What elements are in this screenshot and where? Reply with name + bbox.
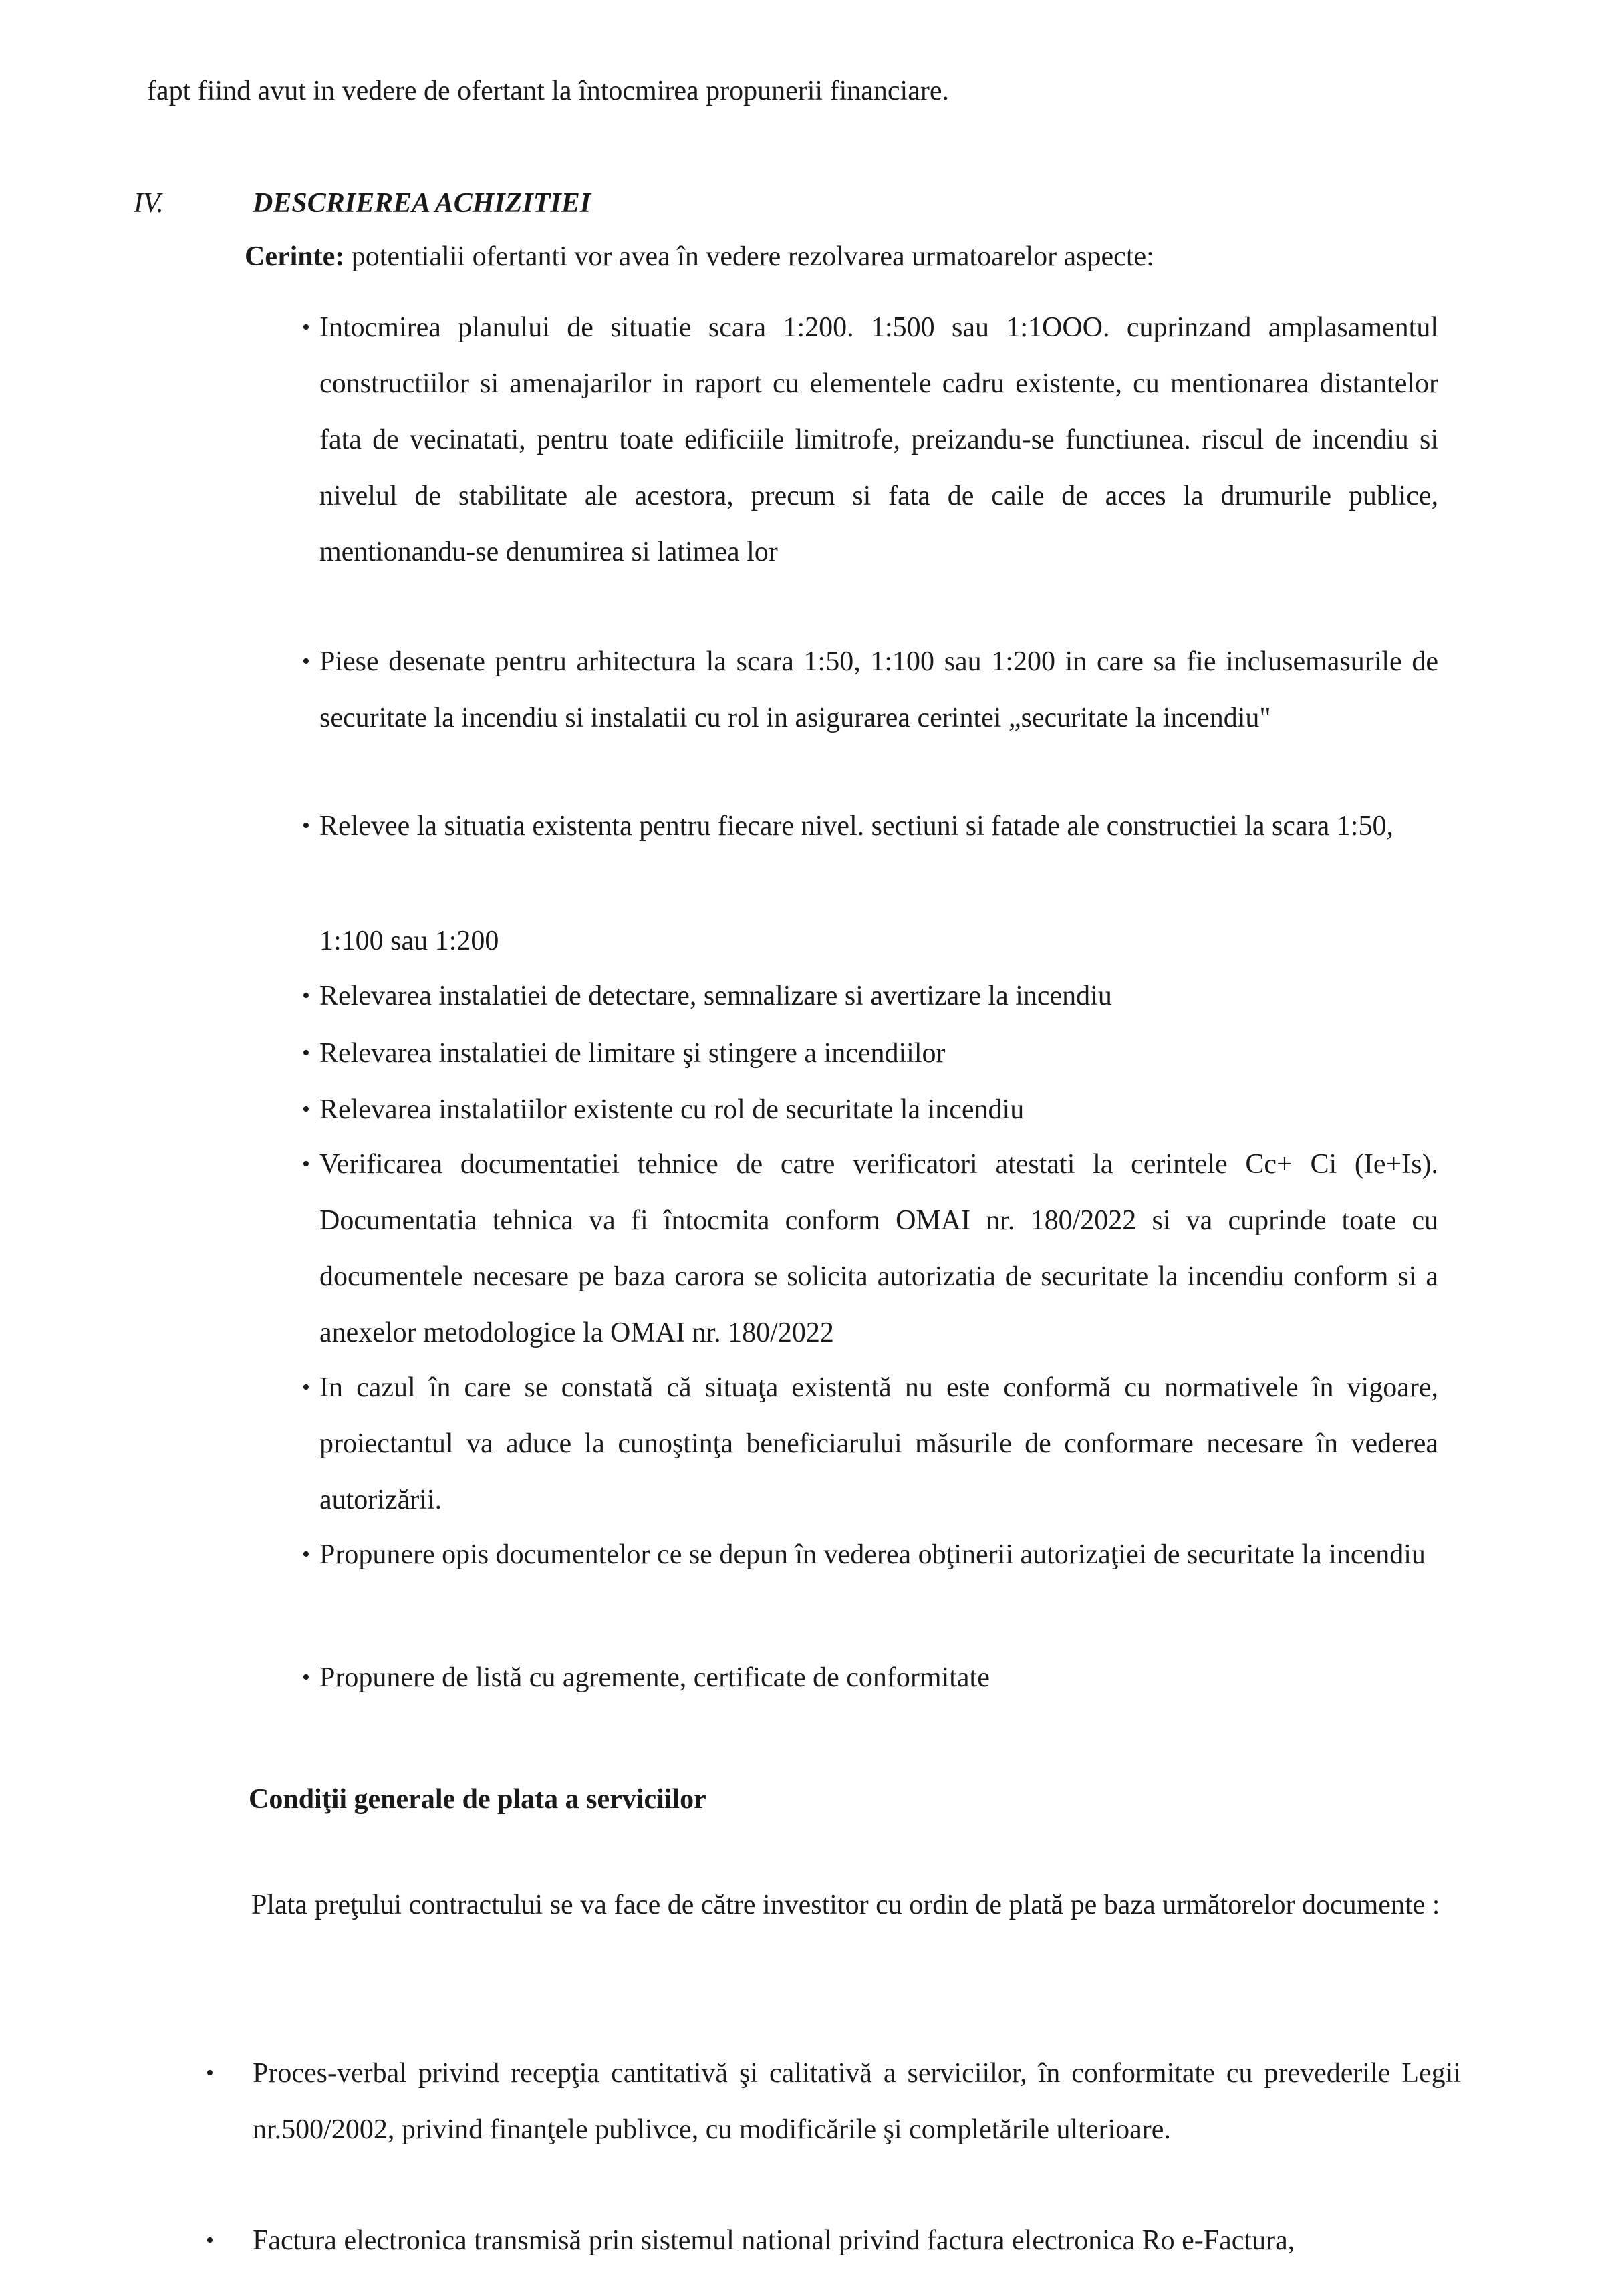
bullet-icon: •	[302, 983, 310, 1008]
requirement-text: Intocmirea planului de situatie scara 1:200. 1:500 sau 1:1OOO. cuprinzand amplasamentul constructiilor si amenajarilor in raport cu elementele cadru existente, cu mentionarea distantelor fata de vecinatati, pentru toate edificiile limitrofe, preizandu-se functiunea. riscul de incendiu si nivelul de stabilitate ale acestora, precum si fata de caile de acces la drumurile publice, mentionandu-se denumirea si latimea lor	[319, 312, 1438, 567]
bullet-icon: •	[302, 1152, 310, 1176]
bullet-icon: •	[206, 2061, 214, 2085]
requirement-continuation: 1:100 sau 1:200	[319, 926, 499, 956]
section-number: IV.	[134, 188, 164, 219]
intro-line: fapt fiind avut in vedere de ofertant la întocmirea propunerii financiare.	[147, 76, 949, 106]
cerinte-label: Cerinte:	[245, 241, 345, 272]
bullet-icon: •	[302, 1375, 310, 1400]
payment-document-text: Factura electronica transmisă prin sistemul national privind factura electronica Ro e-Factura,	[253, 2225, 1295, 2256]
requirement-text: Propunere de listă cu agremente, certificate de conformitate	[319, 1662, 990, 1693]
cerinte-line	[245, 229, 1154, 285]
section-title: DESCRIEREA ACHIZITIEI	[253, 188, 591, 219]
requirement-text: Relevarea instalatiilor existente cu rol de securitate la incendiu	[319, 1094, 1025, 1125]
requirement-text: In cazul în care se constată că situaţa existentă nu este conformă cu normativele în vigoare, proiectantul va aduce la cunoştinţa beneficiarului măsurile de conformare necesare în vederea autorizării.	[319, 1372, 1438, 1515]
bullet-icon: •	[302, 1041, 310, 1065]
bullet-icon: •	[206, 2228, 214, 2253]
requirement-text: Relevarea instalatiei de detectare, semnalizare si avertizare la incendiu	[319, 981, 1112, 1011]
requirement-text: Piese desenate pentru arhitectura la scara 1:50, 1:100 sau 1:200 in care sa fie inclusemasurile de securitate la incendiu si instalatii cu rol in asigurarea cerintei „securitate la incendiu"	[319, 646, 1438, 733]
cerinte-text: potentialii ofertanti vor avea în vedere rezolvarea urmatoarelor aspecte:	[351, 241, 1154, 272]
bullet-icon: •	[302, 813, 310, 838]
bullet-icon: •	[302, 649, 310, 674]
bullet-icon: •	[302, 1542, 310, 1567]
payment-document-text: Proces-verbal privind recepţia cantitativă şi calitativă a serviciilor, în conformitate cu prevederile Legii nr.500/2002, privind finanţele publivce, cu modificările şi completările ulterioare.	[253, 2058, 1461, 2145]
requirement-text: Verificarea documentatiei tehnice de catre verificatori atestati la cerintele Cc+ Ci (Ie+Is). Documentatia tehnica va fi întocmita conform OMAI nr. 180/2022 si va cuprinde toate cu documentele necesare pe baza carora se solicita autorizatia de securitate la incendiu conform si a anexelor metodologice la OMAI nr. 180/2022	[319, 1149, 1438, 1348]
requirement-text: Propunere opis documentelor ce se depun în vederea obţinerii autorizaţiei de securitate la incendiu	[319, 1539, 1426, 1570]
payment-intro: Plata preţului contractului se va face de către investitor cu ordin de plată pe baza următorelor documente :	[251, 1890, 1440, 1920]
bullet-icon: •	[302, 315, 310, 340]
bullet-icon: •	[302, 1097, 310, 1122]
bullet-icon: •	[302, 1665, 310, 1690]
requirement-text: Relevarea instalatiei de limitare şi stingere a incendiilor	[319, 1038, 946, 1069]
requirement-text: Relevee la situatia existenta pentru fiecare nivel. sectiuni si fatade ale constructiei la scara 1:50,	[319, 811, 1393, 842]
payment-heading: Condiţii generale de plata a serviciilor	[249, 1784, 706, 1815]
